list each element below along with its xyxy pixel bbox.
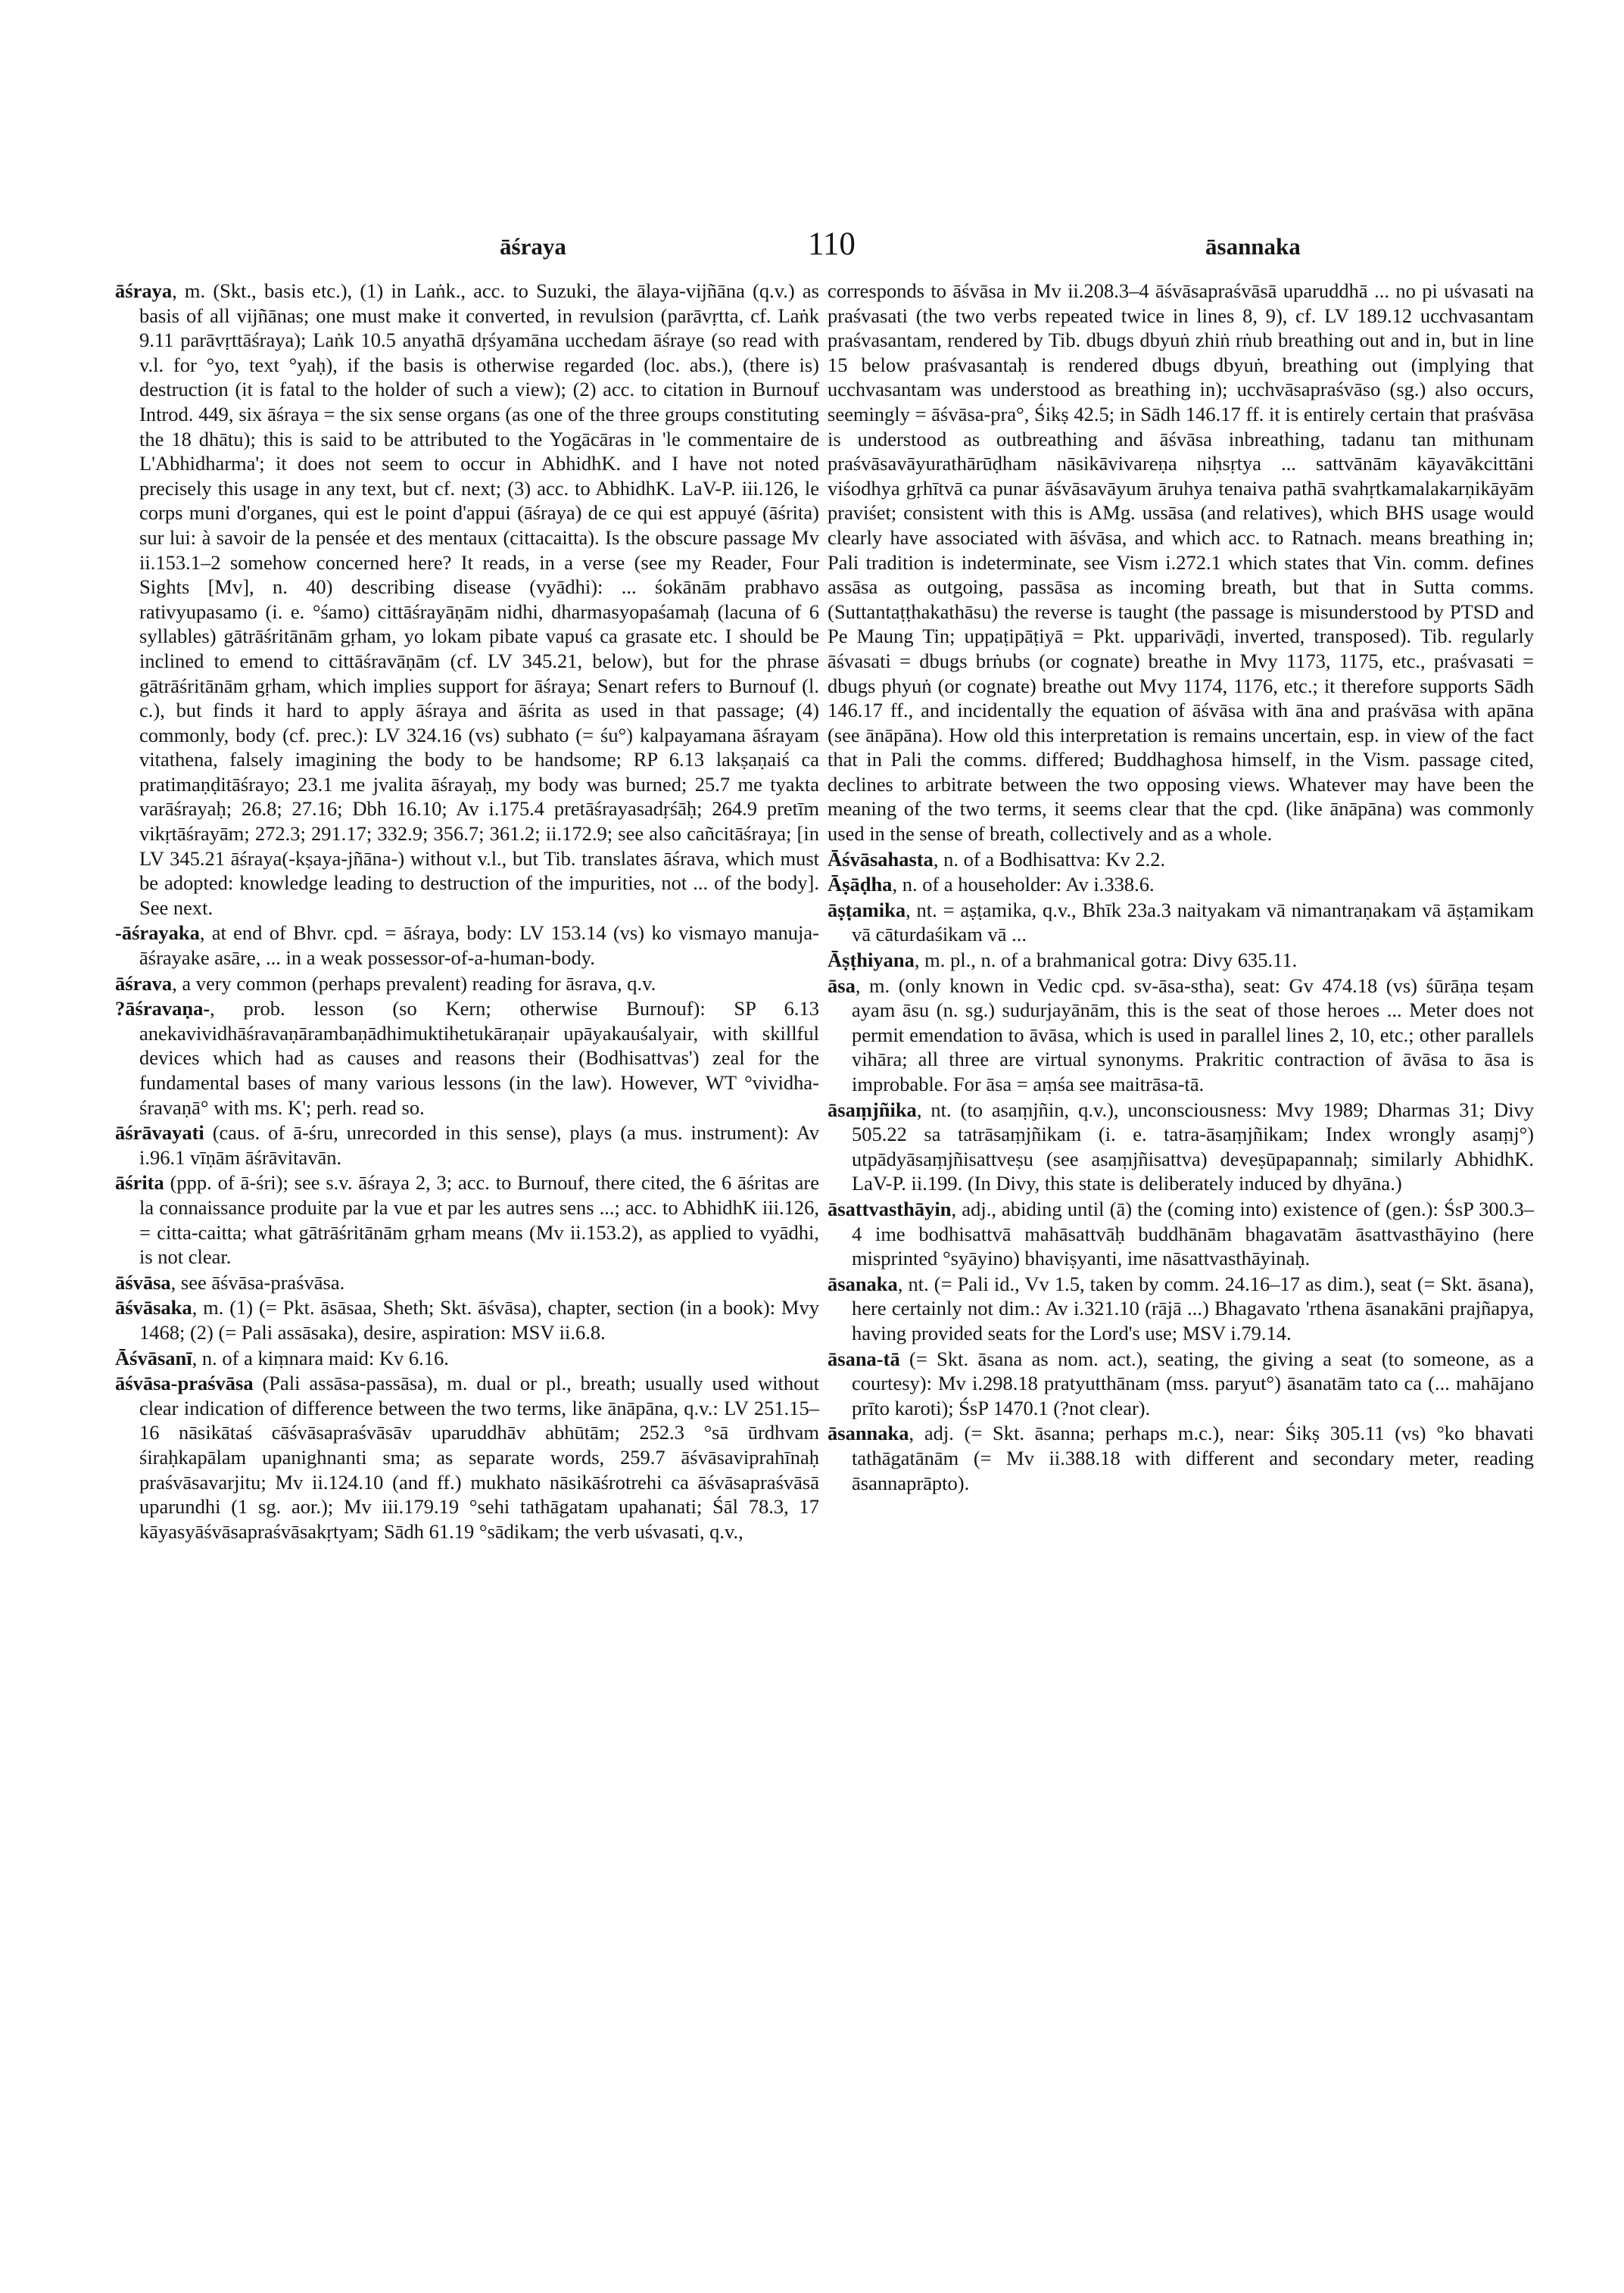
entry: [828, 847, 1534, 872]
entry-text: , n. of a householder: Av i.338.6.: [892, 873, 1155, 896]
headword: -āśrayaka: [115, 921, 200, 945]
entry: [828, 898, 1534, 947]
entry-text: , nt. (= Pali id., Vv 1.5, taken by comm. 24.16–17 as dim.), seat (= Skt. āsana), here certainly not dim.: Av i.321.10 (rājā ...) Bhagavato 'rthena āsanakāni prajñapya, having provided seats for the Lord's use; MSV i.79.14.: [852, 1272, 1534, 1344]
headword: āśraya: [115, 279, 173, 302]
right-guide-word: āsannaka: [1205, 233, 1301, 260]
entry-text: , at end of Bhvr. cpd. = āśraya, body: LV 153.14 (vs) ko vismayo manuja-āśrayake asāre, ... in a weak possessor-of-a-human-body.: [139, 921, 819, 970]
headword: āśvāsaka: [115, 1296, 192, 1319]
headword: Āṣāḍha: [828, 873, 893, 896]
left-guide-word: āśraya: [500, 233, 566, 260]
headword: Āśvāsahasta: [828, 847, 934, 871]
entry: [115, 1170, 819, 1269]
entry: [828, 1098, 1534, 1196]
entry-text: , nt. = aṣṭamika, q.v., Bhīk 23a.3 naityakam vā nimantraṇakam vā āṣṭamikam vā cāturdaśikam vā ...: [852, 898, 1534, 946]
entry: [828, 948, 1534, 973]
entry-text: , m. (1) (= Pkt. āsāsaa, Sheth; Skt. āśvāsa), chapter, section (in a book): Mvy 1468; (2) (= Pali assāsaka), desire, aspiration: MSV ii.6.8.: [139, 1296, 819, 1344]
left-column: [115, 279, 819, 1544]
entry: [115, 1295, 819, 1344]
entry-text: (= Skt. āsana as nom. act.), seating, the giving a seat (to someone, as a courtesy): Mv i.298.18 pratyutthānam (mss. paryut°) āsanatām tato ca (... mahājano prīto karoti); ŚsP 1470.1 (?not clear).: [852, 1347, 1534, 1419]
headword: āsattvasthāyin: [828, 1197, 952, 1220]
entry-text: , nt. (to asaṃjñin, q.v.), unconsciousness: Mvy 1989; Dharmas 31; Divy 505.22 sa tatrāsaṃjñikam (i. e. tatra-āsaṃjñikam; Index wrongly asaṃj°) utpādyāsaṃjñisattveṣu (see asaṃjñisattva) deveṣūpapannaḥ; similarly AbhidhK. LaV-P. ii.199. (In Divy, this state is deliberately induced by dhyāna.): [852, 1098, 1534, 1195]
entry-text: , n. of a kiṃnara maid: Kv 6.16.: [192, 1346, 449, 1369]
entry-text: corresponds to āśvāsa in Mv ii.208.3–4 āśvāsapraśvāsā uparuddhā ... no pi uśvasati na praśvasati (the two verbs repeated twice in lines 8, 9), cf. LV 189.12 ucchvasantam praśvasantam, rendered by Tib. dbugs dbyuṅ zhiṅ rṅub breathing out and in, but in line 15 below praśvasantaḥ is rendered dbugs dbyuṅ, breathing out (implying that ucchvasantam was understood as breathing in); ucchvāsapraśvāso (sg.) also occurs, seemingly = āśvāsa-pra°, Śikṣ 42.5; in Sādh 146.17 ff. it is entirely certain that praśvāsa is understood as outbreathing and āśvāsa inbreathing, tadanu tan mithunam praśvāsavāyurathārūḍham nāsikāvivareṇa niḥsṛtya ... sattvānām kāyavākcittāni viśodhya gṛhītvā ca punar āśvāsavāyum āruhya tenaiva pathā svahṛtkamalakarṇikāyām praviśet; consistent with this is AMg. ussāsa (and relatives), which BHS usage would clearly have associated with āśvāsa, and which acc. to Ratnach. means breathing in; Pali tradition is indeterminate, see Vism i.272.1 which states that Vin. comm. defines assāsa as outgoing, passāsa as incoming breath, but that in Sutta comms. (Suttantaṭṭhakathāsu) the reverse is taught (the passage is misunderstood by PTSD and Pe Maung Tin; uppaṭipāṭiyā = Pkt. upparivāḍi, inverted, transposed). Tib. regularly āśvasati = dbugs brṅubs (or cognate) breathe in Mvy 1173, 1175, etc., praśvasati = dbugs phyuṅ (or cognate) breathe out Mvy 1174, 1176, etc.; it therefore supports Sādh 146.17 ff., and incidentally the equation of āśvāsa with āna and praśvāsa with apāna (see ānāpāna). How old this interpretation is remains uncertain, esp. in view of the fact that in Pali the comms. differed; Buddhaghosa himself, in the Vism. passage cited, declines to arbitrate between the two opposing views. Whatever may have been the meaning of the two terms, it seems clear that the cpd. (like ānāpāna) was commonly used in the sense of breath, collectively and as a whole.: [828, 279, 1534, 846]
entry-text: (Pali assāsa-passāsa), m. dual or pl., breath; usually used without clear indication of difference between the two terms, like ānāpāna, q.v.: LV 251.15–16 nāsikātaś cāśvāsapraśvāsāv uparuddhāv abhūtām; 252.3 °sā ūrdhvam śiraḥkapālam upanighnanti sma; as separate words, 259.7 āśvāsaviprahīnaḥ praśvāsavarjitu; Mv ii.124.10 (and ff.) mukhato nāsikāśrotrehi ca āśvāsapraśvāsā uparundhi (1 sg. aor.); Mv iii.179.19 °sehi tathāgatam upahanati; Śāl 78.3, 17 kāyasyāśvāsapraśvāsakṛtyam; Sādh 61.19 °sādikam; the verb uśvasati, q.v.,: [139, 1372, 819, 1543]
entry-continuation: [828, 279, 1534, 846]
entry-text: , see āśvāsa-praśvāsa.: [170, 1270, 345, 1294]
headword: āśvāsa-praśvāsa: [115, 1372, 254, 1395]
headword: āsannaka: [828, 1422, 909, 1445]
headword: āsana-tā: [828, 1347, 900, 1370]
entry: [115, 971, 819, 996]
headword: Āṣṭhiyana: [828, 949, 915, 972]
headword: āśrava: [115, 971, 173, 995]
headword: āśvāsa: [115, 1270, 171, 1294]
page-number: 110: [808, 226, 856, 262]
headword: āsa: [828, 974, 856, 997]
entry-text: , adj., abiding until (ā) the (coming into) existence of (gen.): ŚsP 300.3–4 ime bodhisattvā mahāsattvāḥ buddhānām bhagavatām āsattvasthāyino (here misprinted °syāyino) bhaviṣyanti, ime nāsattvasthāyinaḥ.: [852, 1197, 1534, 1270]
headword: āsaṃjñika: [828, 1098, 917, 1121]
entry-text: , m. (Skt., basis etc.), (1) in Laṅk., acc. to Suzuki, the ālaya-vijñāna (q.v.) as basis of all vijñānas; one must make it converted, in revulsion (parāvṛtta, cf. Laṅk 9.11 parāvṛttāśraya); Laṅk 10.5 anyathā dṛśyamāna ucchedam āśraye (so read with v.l. for °yo, text °yaḥ), if the basis is otherwise regarded (loc. abs.), (there is) destruction (it is fatal to the holder of such a view); (2) acc. to citation in Burnouf Introd. 449, six āśraya = the six sense organs (as one of the three groups constituting the 18 dhātu); this is said to be attributed to the Yogācāras in 'le commentaire de L'Abhidharma'; it does not seem to occur in AbhidhK. and I have not noted precisely this usage in any text, but cf. next; (3) acc. to AbhidhK. LaV-P. iii.126, le corps muni d'organes, qui est le point d'appui (āśraya) de ce qui est appuyé (āśrita) sur lui: à savoir de la pensée et des mentaux (cittacaitta). Is the obscure passage Mv ii.153.1–2 somehow concerned here? It reads, in a verse (see my Reader, Four Sights [Mv], n. 40) describing disease (vyādhi): ... śokānām prabhavo rativyupasamo (i. e. °śamo) cittāśrayāṇām nidhi, dharmasyopaśamaḥ (lacuna of 6 syllables) gātrāśritānām gṛham, yo lokam pibate vapuś ca grasate etc. I should be inclined to emend to cittāśravāṇām (cf. LV 345.21, below), but for the phrase gātrāśritānām gṛham, which implies support for āśraya; Senart refers to Burnouf (l. c.), but finds it hard to apply āśraya and āśrita as used in that passage; (4) commonly, body (cf. prec.): LV 324.16 (vs) subhato (= śu°) kalpayamana āśrayam vitathena, falsely imagining the body to be handsome; RP 6.13 lakṣaṇaiś ca pratimaṇḍitāśrayo; 23.1 me jvalita āśrayaḥ, my body was burned; 25.7 me tyakta varāśrayaḥ; 26.8; 27.16; Dbh 16.10; Av i.175.4 pretāśrayasadṛśāḥ; 264.9 pretīm vikṛtāśrayām; 272.3; 291.17; 332.9; 356.7; 361.2; ii.172.9; see also cañcitāśraya; [in LV 345.21 āśraya(-kṣaya-jñāna-) without v.l., but Tib. translates āśrava, which must be adopted: knowledge leading to destruction of the impurities, not ... of the body]. See next.: [139, 279, 819, 919]
entry-text: , n. of a Bodhisattva: Kv 2.2.: [933, 847, 1166, 871]
entry: [828, 1272, 1534, 1346]
entry-text: , a very common (perhaps prevalent) reading for āsrava, q.v.: [172, 971, 656, 995]
entry-text: , prob. lesson (so Kern; otherwise Burnouf): SP 6.13 anekavividhāśravaṇārambaṇādhimuktihetukāraṇair upāyakauśalyair, with skillful devices which had as causes and reasons their (Bodhisattvas') zeal for the fundamental bases of many various lessons (in the law). However, WT °vividha-śravaṇā° with ms. K'; perh. read so.: [139, 997, 819, 1119]
headword: ?āśravaṇa-: [115, 997, 210, 1020]
headword: āṣṭamika: [828, 898, 906, 921]
headword: āsanaka: [828, 1272, 898, 1295]
entry: [115, 921, 819, 970]
headword: āśrāvayati: [115, 1121, 204, 1145]
entry: [828, 974, 1534, 1097]
entry: [115, 279, 819, 920]
entry-text: (ppp. of ā-śri); see s.v. āśraya 2, 3; acc. to Burnouf, there cited, the 6 āśritas are la connaissance produite par la vue et par les autres sens ...; acc. to AbhidhK iii.126, = citta-caitta; what gātrāśritānām gṛham means (Mv ii.153.2), as applied to vyādhi, is not clear.: [139, 1171, 819, 1269]
entry-text: , m. (only known in Vedic cpd. sv-āsa-stha), seat: Gv 474.18 (vs) śūrāṇa teṣam ayam āsu (n. sg.) sudurjayānām, this is the seat of those heroes ... Meter does not permit emendation to āvāsa, which is used in parallel lines 2, 10, etc.; other parallels vihāra; all three are virtual synonyms. Prakritic contraction of āvāsa to āsa is improbable. For āsa = aṃśa see maitrāsa-tā.: [852, 974, 1534, 1095]
entry: [828, 1197, 1534, 1271]
entry: [115, 1371, 819, 1544]
running-head: [0, 226, 1624, 279]
headword: Āśvāsanī: [115, 1346, 192, 1369]
headword: āśrita: [115, 1171, 164, 1195]
entry: [115, 1120, 819, 1170]
right-column: [828, 279, 1534, 1496]
entry: [115, 1346, 819, 1371]
entry-text: (caus. of ā-śru, unrecorded in this sense), plays (a mus. instrument): Av i.96.1 vīṇām āśrāvitavān.: [139, 1121, 819, 1169]
entry: [115, 1270, 819, 1295]
entry: [828, 1421, 1534, 1495]
entry: [828, 1347, 1534, 1421]
entry: [115, 996, 819, 1120]
entry-text: , m. pl., n. of a brahmanical gotra: Divy 635.11.: [914, 949, 1298, 972]
entry: [828, 872, 1534, 897]
entry-text: , adj. (= Skt. āsanna; perhaps m.c.), near: Śikṣ 305.11 (vs) °ko bhavati tathāgatānām (= Mv ii.388.18 with different and secondary meter, reading āsannaprāpto).: [852, 1422, 1534, 1494]
